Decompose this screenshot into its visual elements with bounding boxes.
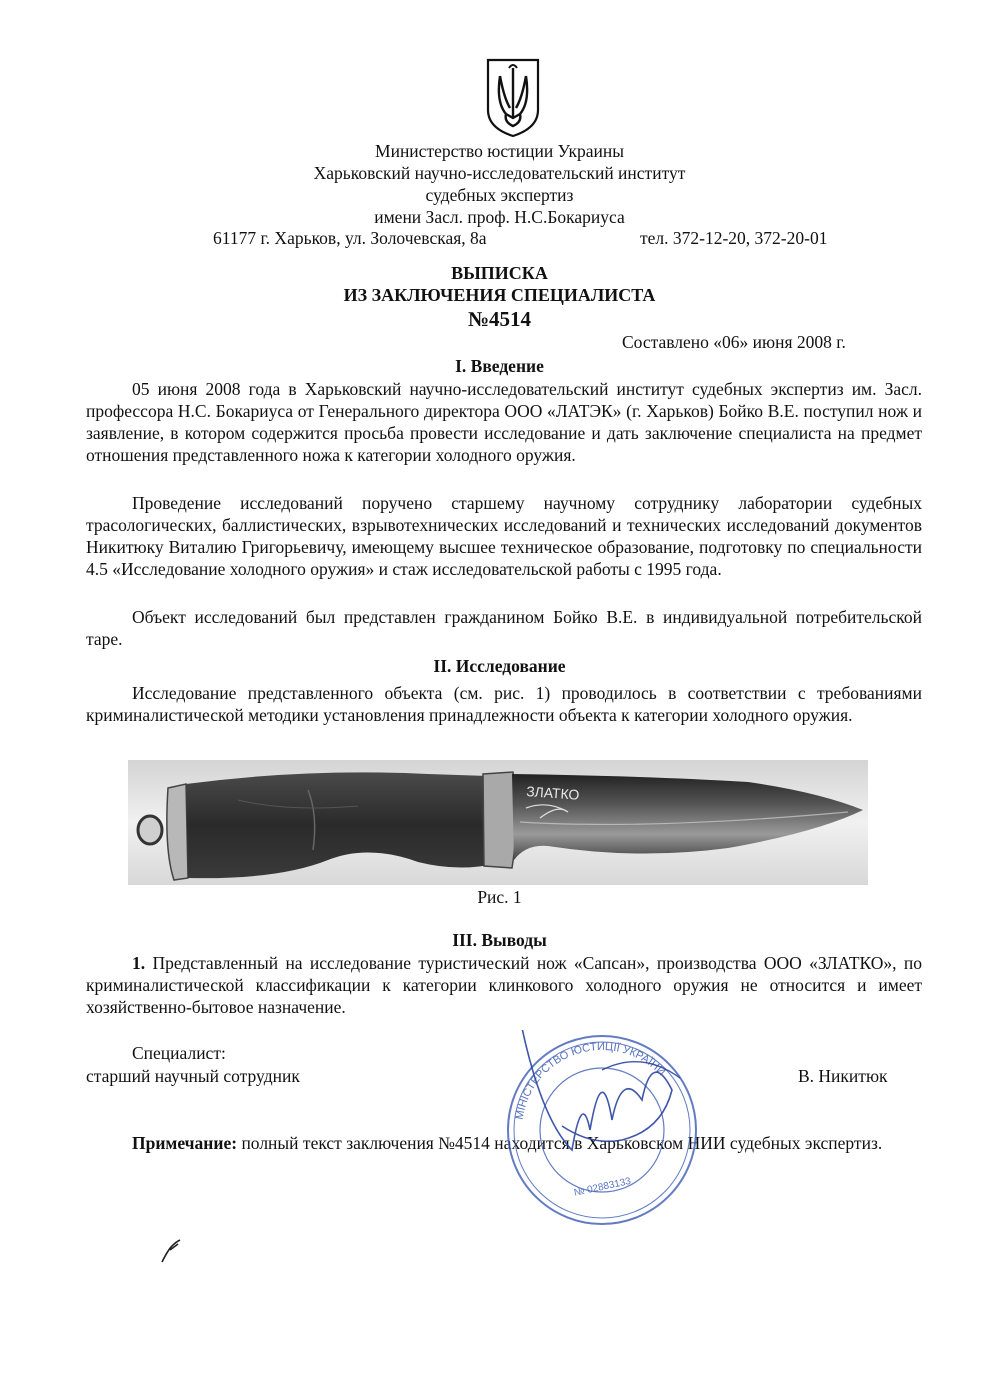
ministry-name: Министерство юстиции Украины <box>375 141 624 161</box>
institute-name-cont: судебных экспертиз <box>425 185 574 205</box>
section-heading-research: II. Исследование <box>433 656 566 676</box>
institute-phone: тел. 372-12-20, 372-20-01 <box>640 228 828 248</box>
note-label: Примечание: <box>132 1133 238 1153</box>
title-line-2: ИЗ ЗАКЛЮЧЕНИЯ СПЕЦИАЛИСТА <box>343 285 656 305</box>
pen-mark-icon <box>158 1236 188 1266</box>
composed-date: Составлено «06» июня 2008 г. <box>622 332 846 352</box>
figure-caption: Рис. 1 <box>477 887 522 907</box>
knife-photo <box>128 760 868 885</box>
trident-emblem-icon <box>484 58 542 138</box>
document-title <box>0 262 999 332</box>
note-text: полный текст заключения №4514 находится в Харьковском НИИ судебных экспертиз. <box>237 1133 883 1153</box>
title-line-1: ВЫПИСКА <box>451 263 548 283</box>
document-number: №4514 <box>467 307 532 331</box>
conclusion-text: Представленный на исследование туристический нож «Сапсан», производства ООО «ЗЛАТКО», по криминалистической классификации к категории клинкового холодного оружия не относится и имеет хозяйственно-бытовое назначение. <box>86 953 922 1017</box>
section-heading-introduction: I. Введение <box>455 356 544 376</box>
conclusion-number: 1. <box>132 953 146 973</box>
conclusion-paragraph <box>86 952 922 1018</box>
institute-name: Харьковский научно-исследовательский институт <box>313 163 686 183</box>
stamp-number: № 02883133 <box>572 1175 632 1199</box>
intro-paragraph-2: Проведение исследований поручено старшему научному сотруднику лаборатории судебных трасологических, баллистических, взрывотехнических исследований и технических исследований документов Никитюку Виталию Григорьевичу, имеющему высшее техническое образование, подготовку по специальности 4.5 «Исследование холодного оружия» и стаж исследовательской работы с 1995 года. <box>86 493 922 579</box>
knife-brand-label: ЗЛАТКО <box>525 783 580 803</box>
specialist-position: старший научный сотрудник <box>86 1066 300 1086</box>
svg-text:МІНІСТЕРСТВО ЮСТИЦІЇ УКРАЇНИ: МІНІСТЕРСТВО ЮСТИЦІЇ УКРАЇНИ <box>513 1040 668 1121</box>
section-heading-conclusions: III. Выводы <box>452 930 547 950</box>
specialist-name: В. Никитюк <box>798 1066 888 1086</box>
institute-dedication: имени Засл. проф. Н.С.Бокариуса <box>374 207 625 227</box>
research-paragraph: Исследование представленного объекта (см. рис. 1) проводилось в соответствии с требованиями криминалистической методики установления принадлежности объекта к категории холодного оружия. <box>86 683 922 725</box>
institution-header <box>0 140 999 228</box>
institute-address: 61177 г. Харьков, ул. Золочевская, 8а <box>213 228 487 248</box>
official-stamp <box>502 1030 702 1230</box>
specialist-label: Специалист: <box>132 1043 226 1063</box>
intro-paragraph-1: 05 июня 2008 года в Харьковский научно-исследовательский институт судебных экспертиз им. Засл. профессора Н.С. Бокариуса от Генерального директора ООО «ЛАТЭК» (г. Харьков) Бойко В.Е. поступил нож и заявление, в котором содержится просьба провести исследование и дать заключение специалиста на предмет отношения представленного ножа к категории холодного оружия. <box>86 379 922 465</box>
intro-paragraph-3: Объект исследований был представлен гражданином Бойко В.Е. в индивидуальной потребительской таре. <box>86 607 922 649</box>
